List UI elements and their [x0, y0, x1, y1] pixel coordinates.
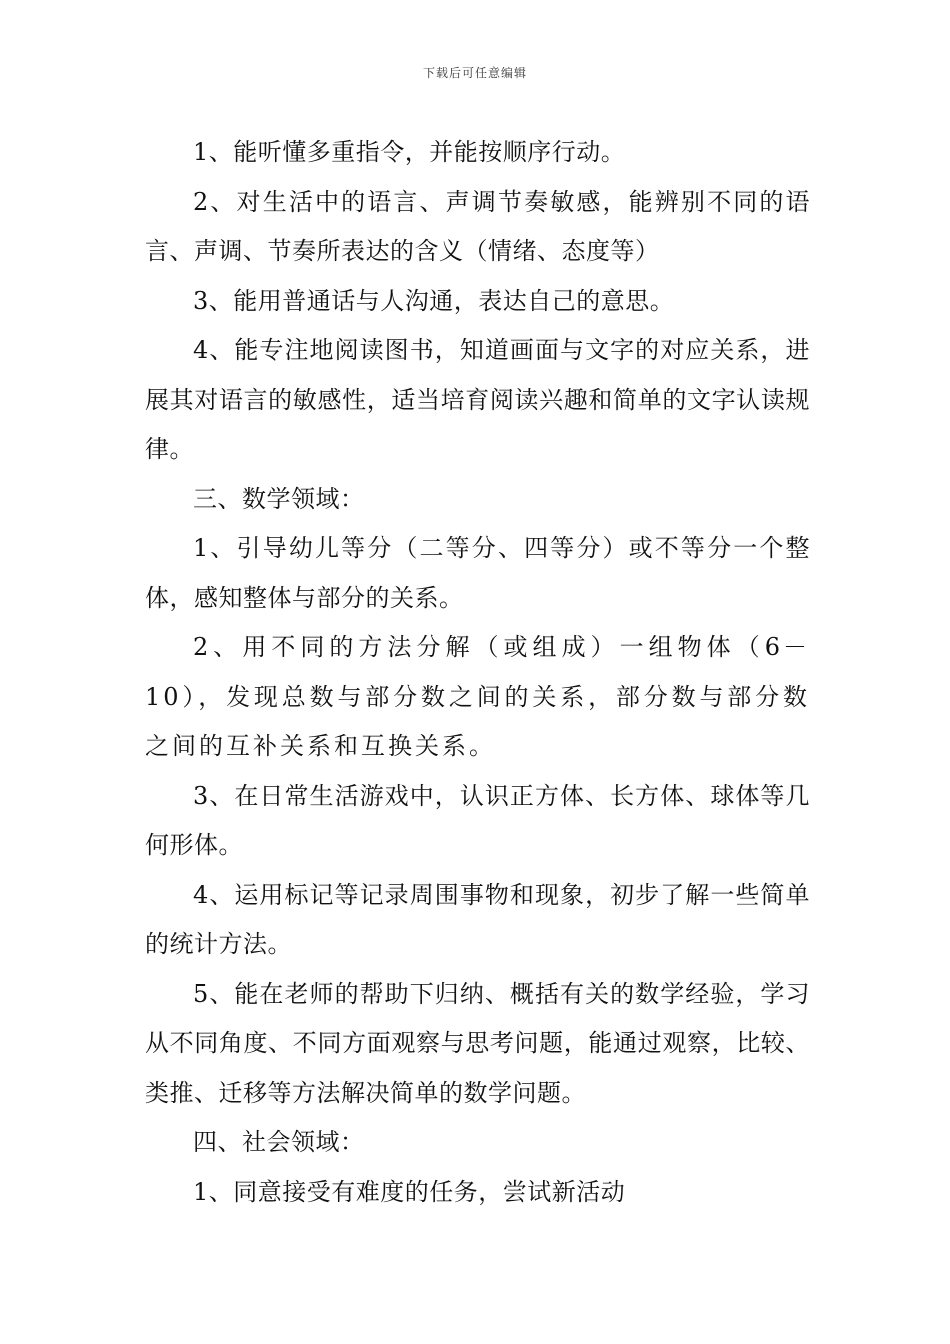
document-body — [145, 128, 810, 1217]
page-header: 下载后可任意编辑 — [422, 66, 527, 80]
paragraph-math-2: 2、用不同的方法分解（或组成）一组物体（6－10），发现总数与部分数之间的关系，部分数与部分数之间的互补关系和互换关系。 — [145, 633, 810, 760]
paragraph-math-5: 5、能在老师的帮助下归纳、概括有关的数学经验，学习从不同角度、不同方面观察与思考问题，能通过观察，比较、类推、迁移等方法解决简单的数学问题。 — [145, 979, 810, 1107]
section-heading-social: 四、社会领域： — [193, 1128, 365, 1156]
paragraph-language-1: 1、能听懂多重指令，并能按顺序行动。 — [193, 138, 626, 166]
paragraph-language-2: 2、对生活中的语言、声调节奏敏感，能辨别不同的语言、声调、节奏所表达的含义（情绪、态度等） — [145, 187, 810, 265]
paragraph-math-1: 1、引导幼儿等分（二等分、四等分）或不等分一个整体，感知整体与部分的关系。 — [145, 534, 810, 612]
paragraph-language-3: 3、能用普通话与人沟通，表达自己的意思。 — [193, 286, 675, 315]
paragraph-math-3: 3、在日常生活游戏中，认识正方体、长方体、球体等几何形体。 — [145, 781, 810, 859]
paragraph-math-4: 4、运用标记等记录周围事物和现象，初步了解一些简单的统计方法。 — [145, 880, 810, 958]
section-heading-math: 三、数学领域： — [193, 484, 365, 513]
paragraph-social-1: 1、同意接受有难度的任务，尝试新活动 — [193, 1177, 626, 1206]
paragraph-language-4: 4、能专注地阅读图书，知道画面与文字的对应关系，进展其对语言的敏感性，适当培育阅读兴趣和简单的文字认读规律。 — [145, 336, 810, 463]
